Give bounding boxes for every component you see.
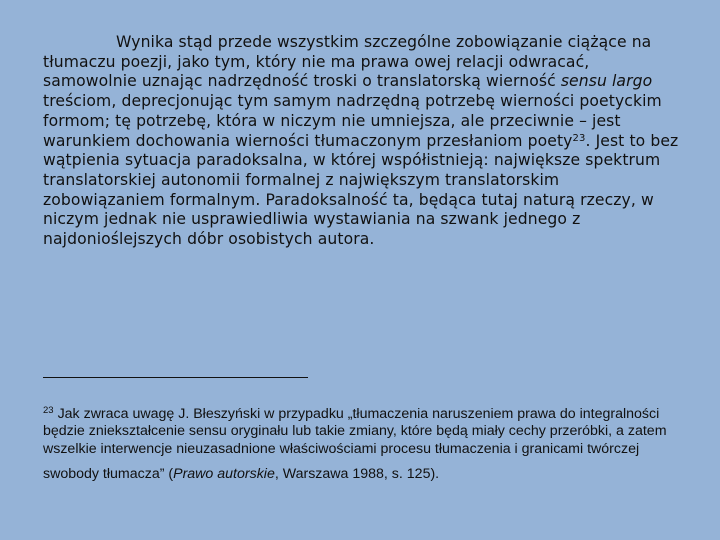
footnote-body: Jak zwraca uwagę J. Błeszyński w przypadku „tłumaczenia naruszeniem prawa do integralności będzie zniekształcenie sensu oryginału lub takie zmiany, które będą miały cechy przeróbki, a zatem wszelkie interwencje nieuzasadnione właściwościami procesu tłumaczenia i granicami twórczej: [43, 406, 667, 457]
main-paragraph: [43, 33, 683, 250]
main-text-italic-phrase: sensu largo: [560, 72, 653, 91]
footnote-separator-line: [43, 377, 308, 378]
main-text-part-2: treściom, deprecjonując tym samym nadrzędną potrzebę wierności poetyckim formom; tę potrzebę, która w niczym nie umniejsza, ale przeciwnie – jest warunkiem dochowania wierności tłumaczonym przesłaniom poety: [43, 92, 662, 150]
footnote-last-part-1: swobody tłumacza” (: [43, 466, 174, 483]
footnote-italic-title: Prawo autorskie: [173, 466, 275, 483]
main-text-part-3: . Jest to bez wątpienia sytuacja paradoksalna, w której współistnieją: największe spektrum translatorskiej autonomii formalnej z największym translatorskim zobowiązaniem formalnym. Paradoksalność ta, będąca tutaj naturą rzeczy, w niczym jednak nie usprawiedliwia wystawiania na szwank jednego z najdonioślejszych dóbr osobistych autora.: [43, 131, 679, 249]
main-text-part-1: Wynika stąd przede wszystkim szczególne zobowiązanie ciążące na tłumaczu poezji, jako tym, który nie ma prawa owej relacji odwracać, samowolnie uznając nadrzędność troski o translatorską wierność: [43, 33, 652, 91]
footnote-reference: 23: [572, 132, 586, 144]
footnote-number: 23: [43, 405, 54, 416]
footnote-last-part-2: , Warszawa 1988, s. 125).: [274, 466, 440, 483]
footnote: [43, 406, 688, 484]
footnote-last-line: [43, 466, 688, 483]
